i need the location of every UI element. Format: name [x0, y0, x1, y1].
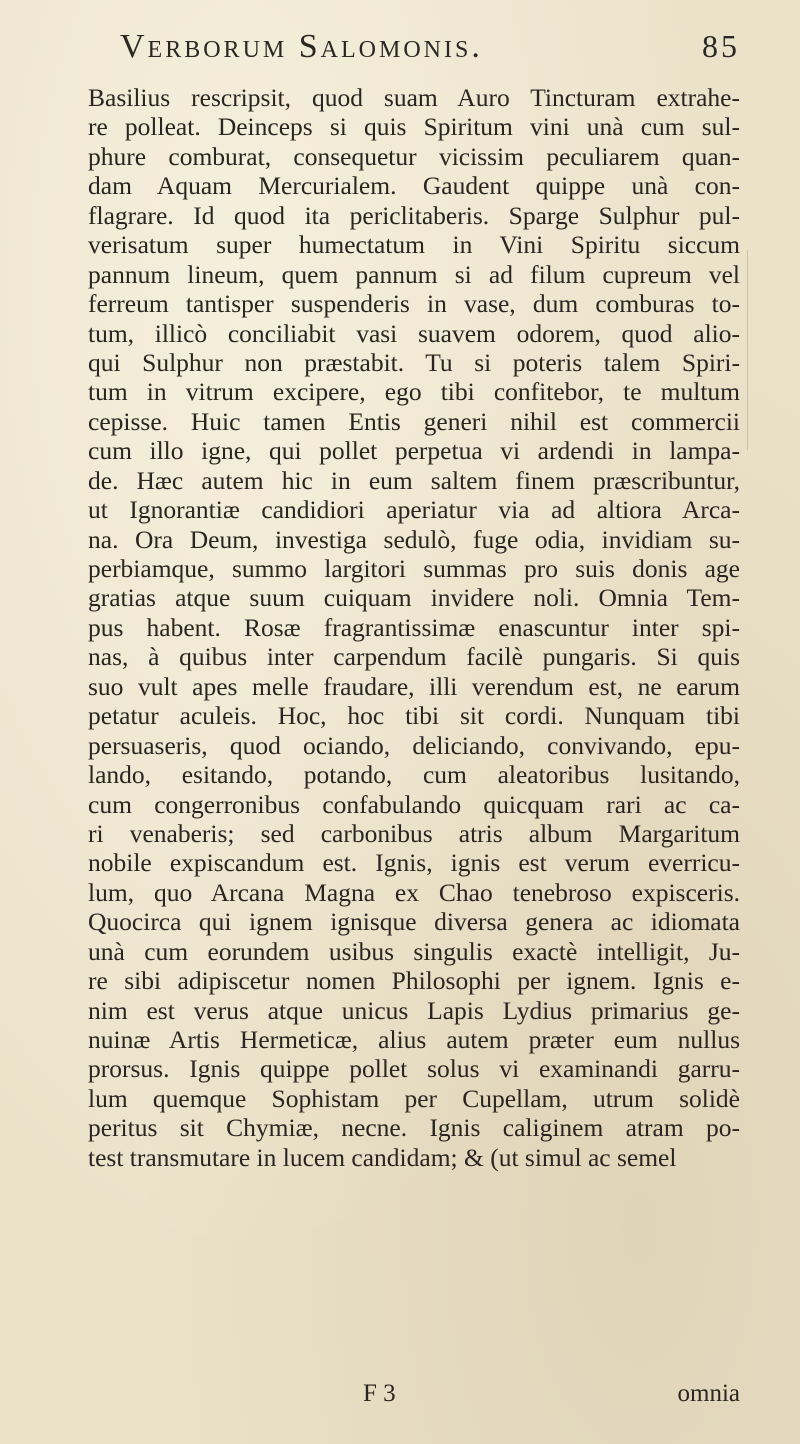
text-line: lum quemque Sophistam per Cupellam, utrum solidè: [88, 1083, 740, 1113]
text-line: tum in vitrum excipere, ego tibi confitebor, te multum: [88, 377, 740, 407]
text-line: nas, à quibus inter carpendum facilè pungaris. Si quis: [88, 642, 740, 672]
text-line: lum, quo Arcana Magna ex Chao tenebroso expisceris.: [88, 877, 740, 907]
signature-mark: F 3: [363, 1380, 396, 1407]
text-line: nuinæ Artis Hermeticæ, alius autem præter eum nullus: [88, 1025, 740, 1054]
text-line: cepisse. Huic tamen Entis generi nihil est commercii: [88, 406, 740, 436]
body-text: [88, 83, 740, 1172]
text-line: persuaseris, quod ociando, deliciando, convivando, epu-: [88, 730, 740, 760]
text-line: tum, illicò conciliabit vasi suavem odorem, quod alio-: [88, 318, 740, 348]
running-head-title: Verborum Salomonis.: [120, 28, 483, 65]
text-line: verisatum super humectatum in Vini Spiritu siccum: [88, 230, 740, 260]
text-line: unà cum eorundem usibus singulis exactè intelligit, Ju-: [88, 936, 740, 966]
running-head: [120, 28, 740, 78]
text-line: petatur aculeis. Hoc, hoc tibi sit cordi. Nunquam tibi: [88, 701, 740, 731]
text-line: cum illo igne, qui pollet perpetua vi ardendi in lampa-: [88, 436, 740, 466]
text-line: qui Sulphur non præstabit. Tu si poteris talem Spiri-: [88, 347, 740, 377]
text-line: phure comburat, consequetur vicissim peculiarem quan-: [88, 141, 740, 171]
text-line: pus habent. Rosæ fragrantissimæ enascuntur inter spi-: [88, 612, 740, 642]
page-footer: [88, 1380, 740, 1420]
text-line: ut Ignorantiæ candidiori aperiatur via ad altiora Arca-: [88, 495, 740, 525]
text-line: suo vult apes melle fraudare, illi verendum est, ne earum: [88, 671, 740, 701]
text-line: na. Ora Deum, investiga sedulò, fuge odia, invidiam su-: [88, 524, 740, 554]
text-line: Quocirca qui ignem ignisque diversa genera ac idiomata: [88, 907, 740, 937]
text-line: prorsus. Ignis quippe pollet solus vi examinandi garru-: [88, 1054, 740, 1084]
text-line: ri venaberis; sed carbonibus atris album Margaritum: [88, 818, 740, 848]
margin-show-through: [737, 250, 748, 450]
text-line: re polleat. Deinceps si quis Spiritum vini unà cum sul-: [88, 112, 740, 142]
text-line: de. Hæc autem hic in eum saltem finem præscribuntur,: [88, 465, 740, 495]
text-line: gratias atque suum cuiquam invidere noli. Omnia Tem-: [88, 583, 740, 613]
text-line: pannum lineum, quem pannum si ad filum cupreum vel: [88, 259, 740, 289]
text-line: re sibi adipiscetur nomen Philosophi per ignem. Ignis e-: [88, 966, 740, 996]
text-line: lando, esitando, potando, cum aleatoribus lusitando,: [88, 760, 740, 790]
text-line: nobile expiscandum est. Ignis, ignis est verum everricu-: [88, 848, 740, 878]
text-line: perbiamque, summo largitori summas pro suis donis age: [88, 554, 740, 583]
text-line: ferreum tantisper suspenderis in vase, dum comburas to-: [88, 289, 740, 319]
text-line: flagrare. Id quod ita periclitaberis. Sparge Sulphur pul-: [88, 200, 740, 230]
text-line: Basilius rescripsit, quod suam Auro Tincturam extrahe-: [88, 83, 740, 112]
catchword: omnia: [677, 1380, 740, 1407]
text-line: dam Aquam Mercurialem. Gaudent quippe unà con-: [88, 171, 740, 201]
text-line: test transmutare in lucem candidam; & (ut simul ac semel: [88, 1142, 677, 1172]
text-line: peritus sit Chymiæ, necne. Ignis caliginem atram po-: [88, 1113, 740, 1143]
text-line: nim est verus atque unicus Lapis Lydius primarius ge-: [88, 995, 740, 1025]
page-number: 85: [702, 28, 740, 64]
text-line: cum congerronibus confabulando quicquam rari ac ca-: [88, 789, 740, 819]
